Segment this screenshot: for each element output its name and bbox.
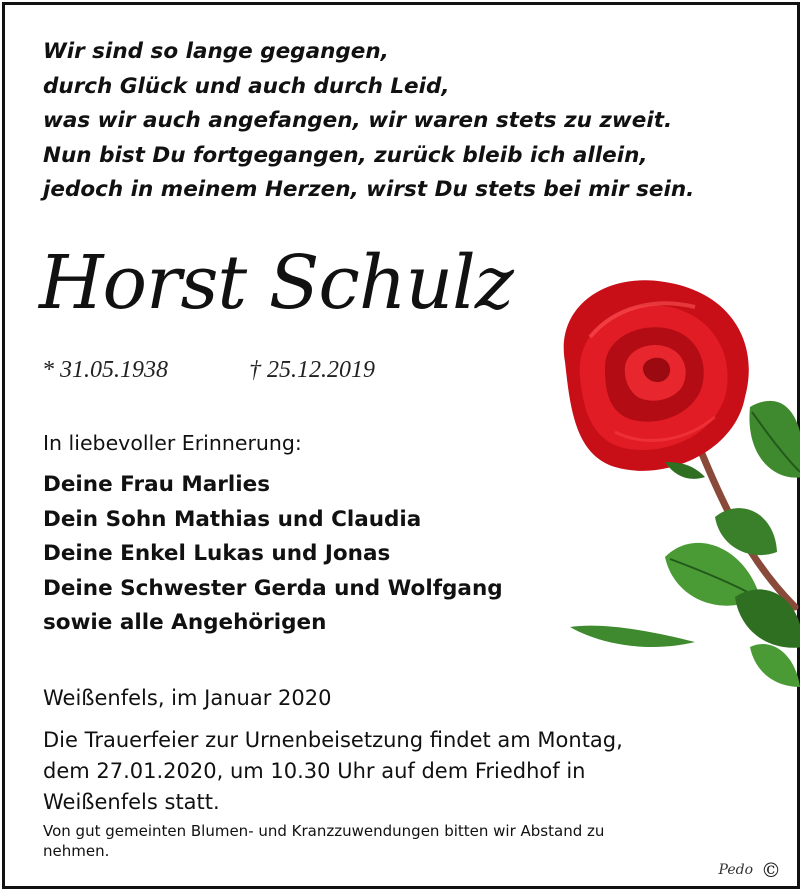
family-member: Deine Frau Marlies [43, 472, 271, 497]
rose-image [545, 267, 800, 697]
ceremony-line: Weißenfels statt. [43, 790, 220, 814]
flower-note [43, 821, 763, 861]
poem-line: jedoch in meinem Herzen, wirst Du stets bei mir sein. [43, 177, 695, 202]
ceremony-line: Die Trauerfeier zur Urnenbeisetzung findet am Montag, [43, 728, 623, 752]
poem-line: was wir auch angefangen, wir waren stets zu zweit. [43, 108, 673, 133]
note-line: nehmen. [43, 842, 110, 860]
family-member: Deine Enkel Lukas und Jonas [43, 541, 391, 566]
rose-leaf [715, 508, 777, 555]
birth-date: * 31.05.1938 [42, 357, 168, 383]
obituary-frame [2, 2, 800, 889]
place-date: Weißenfels, im Januar 2020 [43, 686, 332, 710]
note-line: Von gut gemeinten Blumen- und Kranzzuwendungen bitten wir Abstand zu [43, 822, 605, 840]
deceased-name: Horst Schulz [39, 240, 513, 326]
ceremony-info [43, 725, 763, 818]
rose-leaf [749, 401, 800, 478]
rose-leaf [750, 644, 800, 687]
signature: Pedo [718, 862, 753, 878]
memory-heading: In liebevoller Erinnerung: [43, 431, 302, 455]
death-date: † 25.12.2019 [249, 357, 375, 383]
family-member: Deine Schwester Gerda und Wolfgang [43, 575, 503, 601]
rose-sepal [665, 462, 705, 479]
family-list [43, 468, 503, 641]
poem-line: Wir sind so lange gegangen, [43, 39, 389, 64]
poem [43, 35, 703, 208]
poem-line: Nun bist Du fortgegangen, zurück bleib ich allein, [43, 142, 648, 168]
ceremony-line: dem 27.01.2020, um 10.30 Uhr auf dem Friedhof in [43, 759, 586, 783]
poem-line: durch Glück und auch durch Leid, [43, 73, 450, 99]
family-member: sowie alle Angehörigen [43, 610, 327, 635]
copyright-icon: © [761, 858, 781, 882]
family-member: Dein Sohn Mathias und Claudia [43, 506, 422, 532]
rose-leaf [570, 626, 695, 647]
credit [719, 858, 781, 882]
